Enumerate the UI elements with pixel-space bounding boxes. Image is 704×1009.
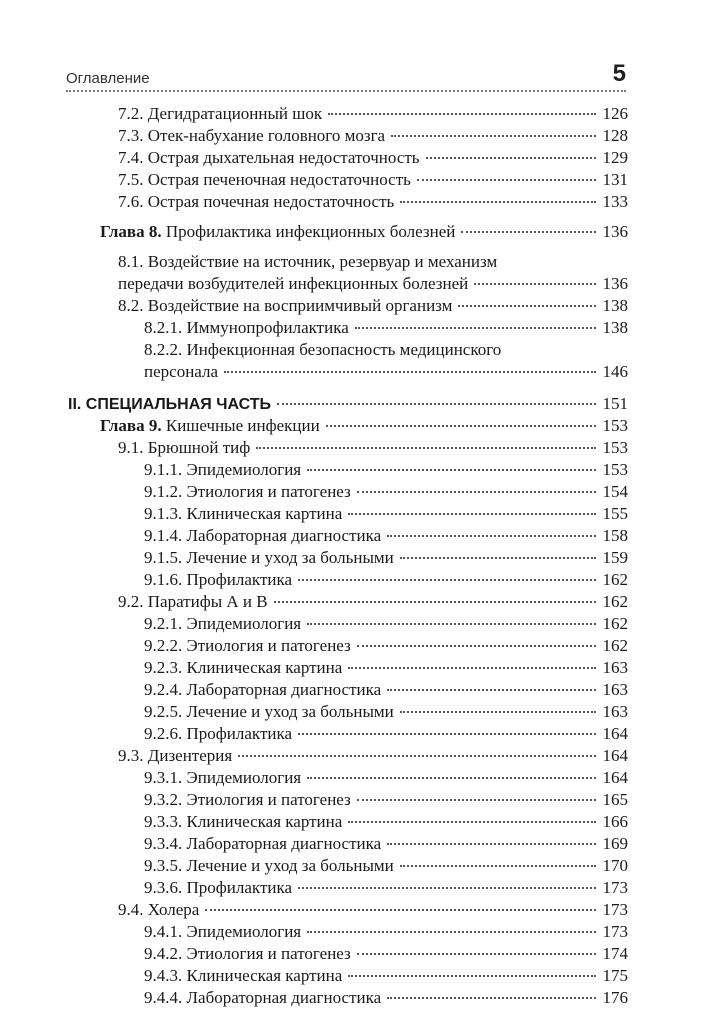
toc-entry[interactable] — [68, 525, 628, 547]
entry-title: 9.2.1. Эпидемиология — [144, 614, 302, 633]
dot-leader — [348, 975, 596, 977]
toc-part-2[interactable] — [68, 393, 628, 415]
running-header — [66, 60, 626, 90]
entry-title: 8.2.1. Иммунопрофилактика — [144, 318, 349, 337]
entry-title: 7.5. Острая печеночная недостаточность — [118, 170, 411, 189]
entry-title-line1: 8.2.2. Инфекционная безопасность медицинского — [144, 340, 502, 359]
page-ref: 164 — [602, 746, 628, 765]
page-ref: 153 — [602, 416, 628, 435]
page-ref: 136 — [602, 274, 628, 293]
dot-leader — [387, 689, 596, 691]
dot-leader — [474, 283, 596, 285]
entry-title: 7.3. Отек-набухание головного мозга — [118, 126, 386, 145]
dot-leader — [357, 491, 596, 493]
part-title: II. СПЕЦИАЛЬНАЯ ЧАСТЬ — [68, 396, 272, 413]
page-ref: 138 — [602, 296, 628, 315]
page-ref: 133 — [602, 192, 628, 211]
dot-leader — [348, 821, 596, 823]
page-ref: 162 — [602, 636, 628, 655]
page-ref: 164 — [602, 768, 628, 787]
dot-leader — [224, 371, 596, 373]
toc-entry[interactable] — [68, 811, 628, 833]
toc-entry[interactable] — [68, 613, 628, 635]
entry-title: 9.1.4. Лабораторная диагностика — [144, 526, 382, 545]
dot-leader — [238, 755, 596, 757]
dot-leader — [298, 733, 596, 735]
dot-leader — [277, 403, 596, 405]
entry-title: 9.1.5. Лечение и уход за больными — [144, 548, 394, 567]
dot-leader — [326, 425, 596, 427]
toc-entry[interactable] — [68, 921, 628, 943]
toc-entry[interactable] — [68, 899, 628, 921]
chapter-title: Кишечные инфекции — [165, 416, 320, 435]
toc-entry[interactable] — [68, 965, 628, 987]
dot-leader — [400, 711, 596, 713]
toc-entry[interactable] — [68, 767, 628, 789]
entry-title: 9.1.2. Этиология и патогенез — [144, 482, 351, 501]
dot-leader — [458, 305, 596, 307]
entry-title: 9.2.4. Лабораторная диагностика — [144, 680, 382, 699]
header-rule — [66, 90, 626, 92]
page-ref: 163 — [602, 702, 628, 721]
dot-leader — [387, 535, 596, 537]
chapter-label: Глава 8. — [100, 222, 162, 241]
entry-title: 9.3.5. Лечение и уход за больными — [144, 856, 394, 875]
page-ref: 162 — [602, 614, 628, 633]
entry-title-line1: 8.1. Воздействие на источник, резервуар и механизм — [118, 252, 498, 271]
entry-title: 9.3.2. Этиология и патогенез — [144, 790, 351, 809]
dot-leader — [461, 231, 596, 233]
toc-entry[interactable] — [68, 635, 628, 657]
toc-entry[interactable] — [68, 943, 628, 965]
toc-entry[interactable] — [68, 701, 628, 723]
chapter-title: Профилактика инфекционных болезней — [165, 222, 456, 241]
toc-entry[interactable] — [68, 789, 628, 811]
dot-leader — [348, 667, 596, 669]
toc-entry[interactable] — [68, 855, 628, 877]
toc-entry[interactable] — [68, 437, 628, 459]
dot-leader — [426, 157, 596, 159]
dot-leader — [307, 931, 596, 933]
dot-leader — [357, 953, 596, 955]
toc-entry-8-2-1[interactable] — [68, 317, 628, 339]
dot-leader — [355, 327, 596, 329]
page-ref: 155 — [602, 504, 628, 523]
page-ref: 129 — [602, 148, 628, 167]
toc-entry[interactable] — [68, 569, 628, 591]
page-ref: 175 — [602, 966, 628, 985]
toc-entry[interactable] — [68, 481, 628, 503]
toc-entry[interactable] — [68, 833, 628, 855]
entry-title: 7.2. Дегидратационный шок — [118, 104, 323, 123]
page-ref: 151 — [602, 394, 628, 413]
toc-entry-8-1[interactable] — [68, 251, 628, 295]
dot-leader — [357, 645, 596, 647]
page-ref: 173 — [602, 900, 628, 919]
entry-title: 9.3.4. Лабораторная диагностика — [144, 834, 382, 853]
dot-leader — [400, 201, 596, 203]
page-ref: 158 — [602, 526, 628, 545]
toc-entry-8-2[interactable] — [68, 295, 628, 317]
entry-title: 7.6. Острая почечная недостаточность — [118, 192, 395, 211]
toc-entry[interactable] — [68, 169, 628, 191]
toc-entry[interactable] — [68, 459, 628, 481]
dot-leader — [307, 469, 596, 471]
dot-leader — [357, 799, 596, 801]
entry-title: 9.2.3. Клиническая картина — [144, 658, 343, 677]
dot-leader — [307, 623, 596, 625]
toc-entry[interactable] — [68, 679, 628, 701]
table-of-contents — [68, 103, 628, 1009]
page-ref: 173 — [602, 878, 628, 897]
entry-title: 7.4. Острая дыхательная недостаточность — [118, 148, 420, 167]
page-ref: 126 — [602, 104, 628, 123]
page-ref: 153 — [602, 460, 628, 479]
page-number: 5 — [612, 60, 626, 87]
toc-entry[interactable] — [68, 103, 628, 125]
page-ref: 138 — [602, 318, 628, 337]
entry-title: 9.1.3. Клиническая картина — [144, 504, 343, 523]
entry-title-line2: передачи возбудителей инфекционных болезней — [118, 274, 469, 293]
page-ref: 164 — [602, 724, 628, 743]
dot-leader — [256, 447, 596, 449]
page-ref: 166 — [602, 812, 628, 831]
entry-title: 9.1. Брюшной тиф — [118, 438, 251, 457]
page-ref: 176 — [602, 988, 628, 1007]
entry-title: 9.4. Холера — [118, 900, 200, 919]
entry-title: 9.2.5. Лечение и уход за больными — [144, 702, 394, 721]
page-ref: 162 — [602, 592, 628, 611]
dot-leader — [328, 113, 596, 115]
toc-entry[interactable] — [68, 147, 628, 169]
dot-leader — [387, 997, 596, 999]
page-ref: 173 — [602, 922, 628, 941]
dot-leader — [274, 601, 596, 603]
entry-title: 9.4.1. Эпидемиология — [144, 922, 302, 941]
page-ref: 136 — [602, 222, 628, 241]
dot-leader — [348, 513, 596, 515]
dot-leader — [298, 579, 596, 581]
toc-entry[interactable] — [68, 723, 628, 745]
toc-entry[interactable] — [68, 125, 628, 147]
toc-entry[interactable] — [68, 503, 628, 525]
entry-title: 9.3.1. Эпидемиология — [144, 768, 302, 787]
dot-leader — [205, 909, 596, 911]
entry-title: 9.2.6. Профилактика — [144, 724, 293, 743]
toc-entry[interactable] — [68, 877, 628, 899]
page-ref: 170 — [602, 856, 628, 875]
entry-title: 9.1.1. Эпидемиология — [144, 460, 302, 479]
entry-title: 9.2.2. Этиология и патогенез — [144, 636, 351, 655]
toc-entry-8-2-2[interactable] — [68, 339, 628, 383]
page-ref: 162 — [602, 570, 628, 589]
entry-title: 8.2. Воздействие на восприимчивый организм — [118, 296, 453, 315]
page-ref: 163 — [602, 658, 628, 677]
dot-leader — [307, 777, 596, 779]
chapter-label: Глава 9. — [100, 416, 162, 435]
page-ref: 159 — [602, 548, 628, 567]
toc-chapter-8[interactable] — [68, 221, 628, 243]
page-ref: 163 — [602, 680, 628, 699]
entry-title: 9.1.6. Профилактика — [144, 570, 293, 589]
dot-leader — [298, 887, 596, 889]
entry-title-line2: персонала — [144, 362, 219, 381]
toc-chapter-9[interactable] — [68, 415, 628, 437]
page-ref: 169 — [602, 834, 628, 853]
dot-leader — [400, 557, 596, 559]
entry-title: 9.4.4. Лабораторная диагностика — [144, 988, 382, 1007]
toc-entry[interactable] — [68, 987, 628, 1009]
entry-title: 9.4.3. Клиническая картина — [144, 966, 343, 985]
page-ref: 165 — [602, 790, 628, 809]
page-ref: 154 — [602, 482, 628, 501]
toc-entry[interactable] — [68, 547, 628, 569]
dot-leader — [387, 843, 596, 845]
entry-title: 9.3.6. Профилактика — [144, 878, 293, 897]
toc-entry[interactable] — [68, 745, 628, 767]
entry-title: 9.3.3. Клиническая картина — [144, 812, 343, 831]
page-ref: 128 — [602, 126, 628, 145]
entry-title: 9.3. Дизентерия — [118, 746, 233, 765]
toc-entry[interactable] — [68, 191, 628, 213]
entry-title: 9.2. Паратифы А и В — [118, 592, 268, 611]
page-ref: 131 — [602, 170, 628, 189]
page-ref: 146 — [602, 362, 628, 381]
toc-entry[interactable] — [68, 657, 628, 679]
dot-leader — [417, 179, 596, 181]
entry-title: 9.4.2. Этиология и патогенез — [144, 944, 351, 963]
page-ref: 174 — [602, 944, 628, 963]
header-title: Оглавление — [66, 70, 150, 87]
toc-entry[interactable] — [68, 591, 628, 613]
dot-leader — [391, 135, 596, 137]
page-ref: 153 — [602, 438, 628, 457]
dot-leader — [400, 865, 596, 867]
